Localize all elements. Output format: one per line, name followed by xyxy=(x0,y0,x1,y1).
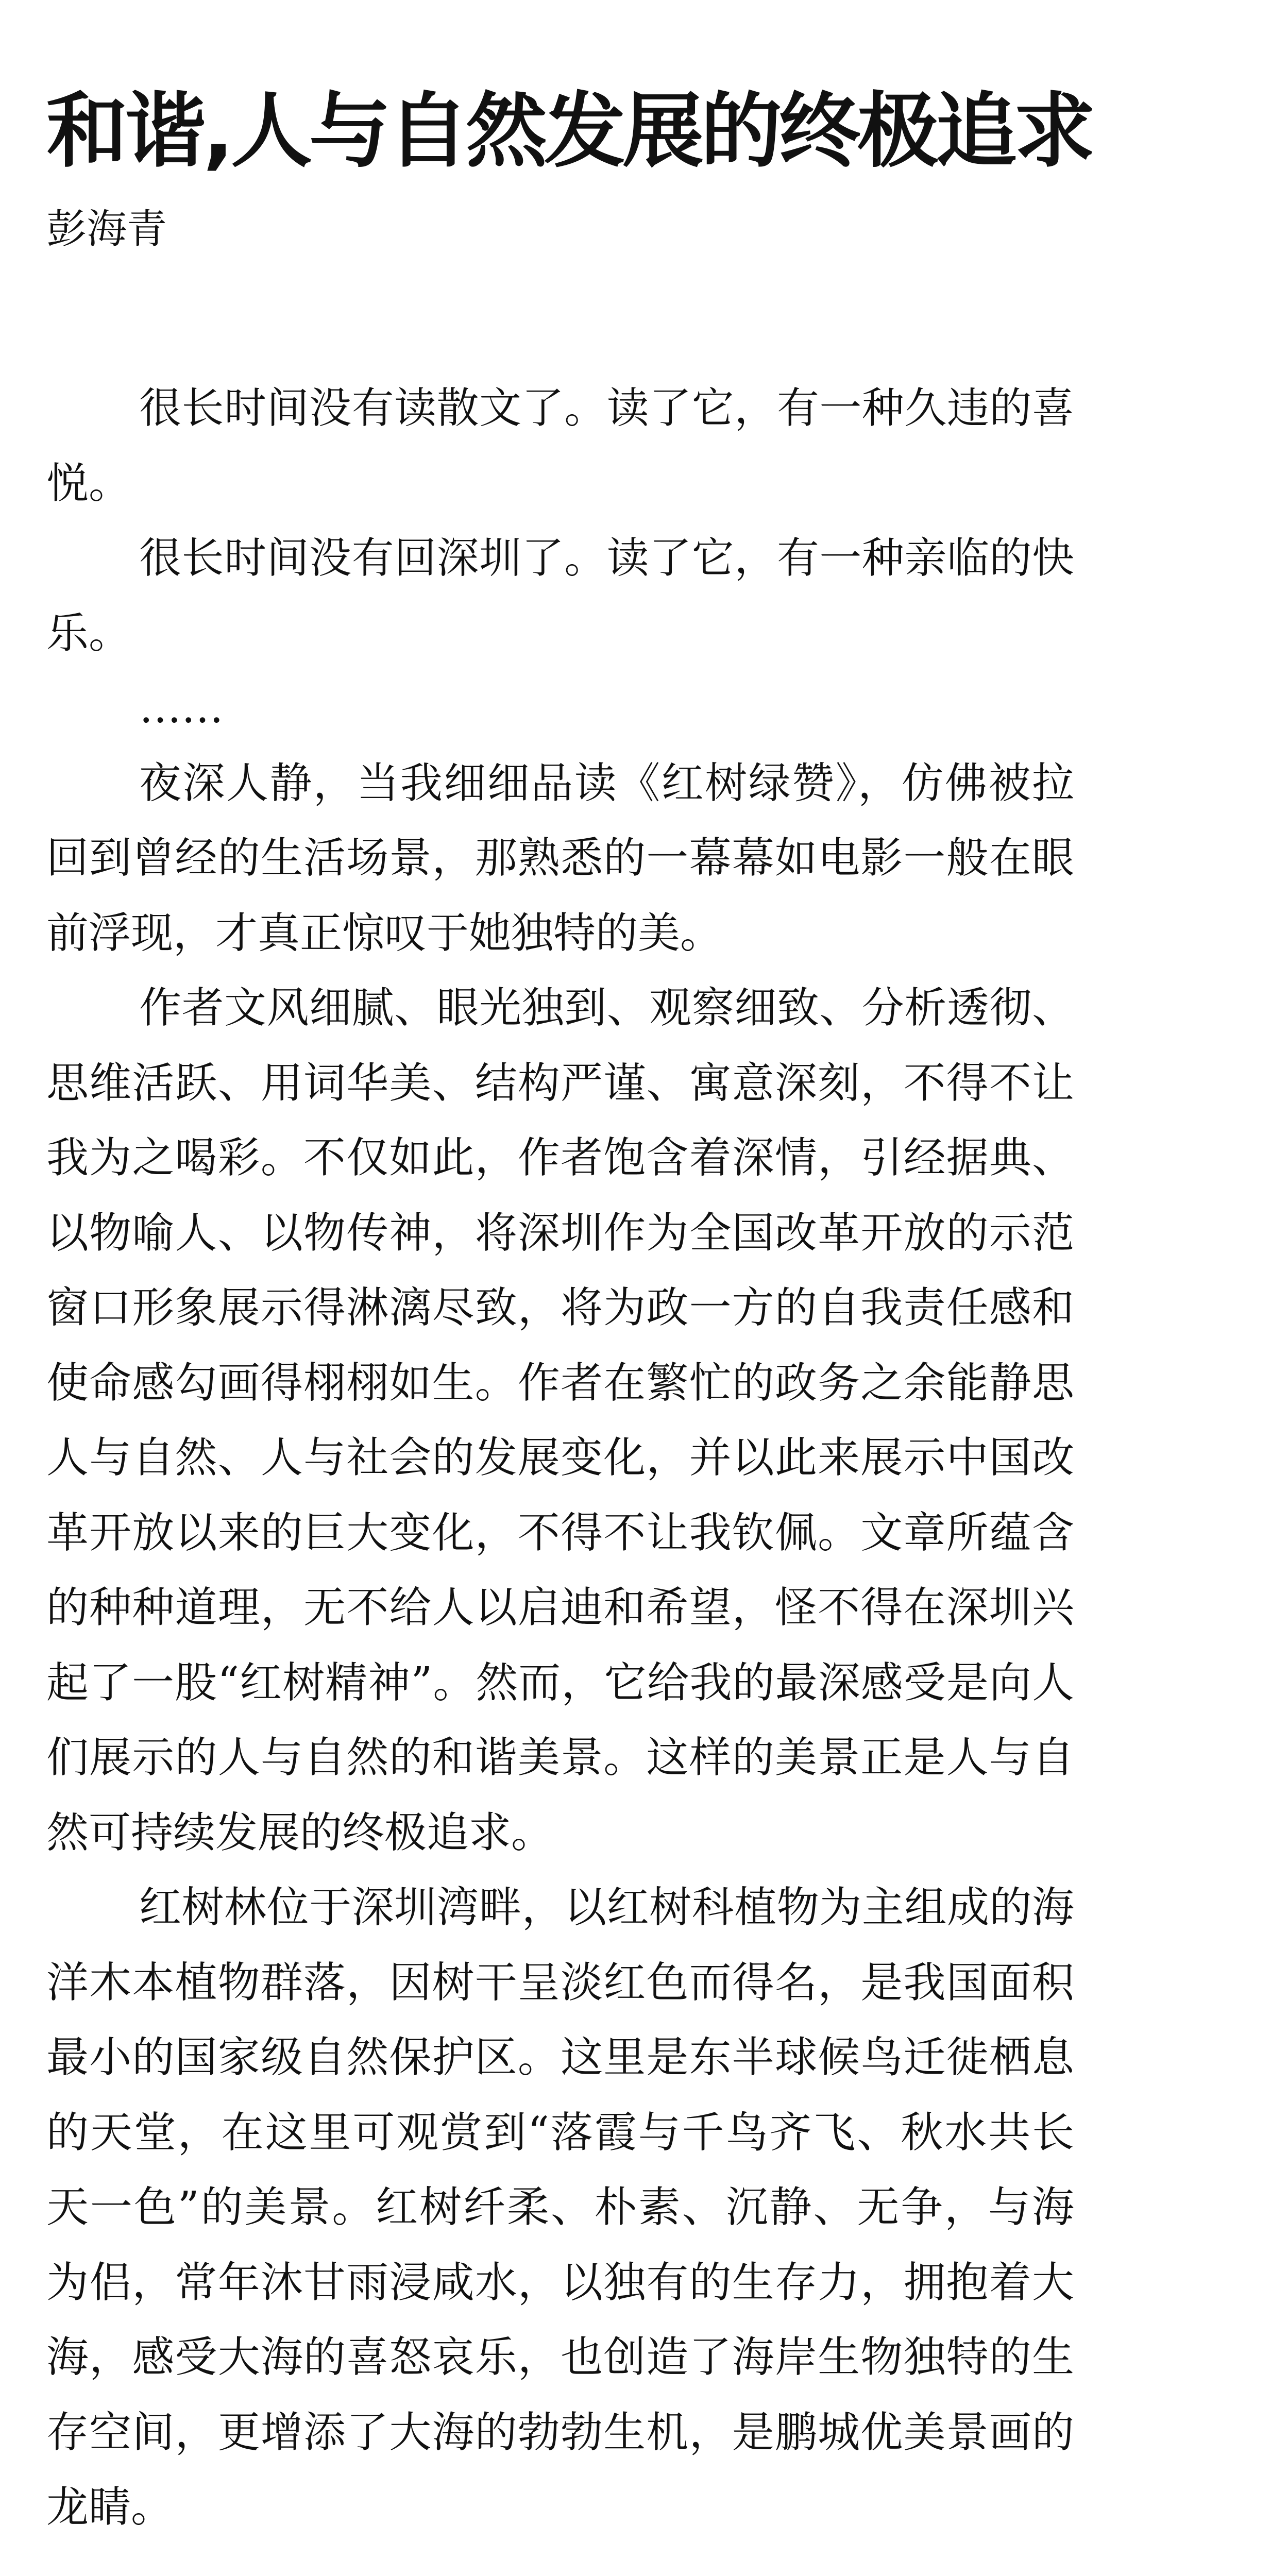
article-body xyxy=(46,371,1074,2545)
article-author: 彭海青 xyxy=(46,206,167,252)
body-paragraph: …… xyxy=(139,684,224,733)
page-number xyxy=(1149,2573,1168,2576)
body-paragraph: 红树林位于深圳湾畔，以红树科植物为主组成的海洋木本植物群落，因树干呈淡红色而得名，是我国面积最小的国家级自然保护区。这里是东半球候鸟迁徙栖息的天堂，在这里可观赏到“落霞与千鸟齐飞、秋水共长天一色”的美景。红树纤柔、朴素、沉静、无争，与海为侣，常年沐甘雨浸咸水，以独有的生存力，拥抱着大海，感受大海的喜怒哀乐，也创造了海岸生物独特的生存空间，更增添了大海的勃勃生机，是鹏城优美景画的龙睛。 xyxy=(46,1883,1074,2532)
article-title: 和谐,人与自然发展的终极追求 xyxy=(46,84,1093,179)
body-paragraph: 很长时间没有读散文了。读了它，有一种久违的喜悦。 xyxy=(46,384,1074,508)
body-paragraph: 很长时间没有回深圳了。读了它，有一种亲临的快乐。 xyxy=(46,534,1074,658)
body-paragraph: 夜深人静，当我细细品读《红树绿赞》，仿佛被拉回到曾经的生活场景，那熟悉的一幕幕如电影一般在眼前浮现，才真正惊叹于她独特的美。 xyxy=(46,758,1074,958)
body-paragraph: 作者文风细腻、眼光独到、观察细致、分析透彻、思维活跃、用词华美、结构严谨、寓意深刻，不得不让我为之喝彩。不仅如此，作者饱含着深情，引经据典、以物喻人、以物传神，将深圳作为全国改革开放的示范窗口形象展示得淋漓尽致，将为政一方的自我责任感和使命感勾画得栩栩如生。作者在繁忙的政务之余能静思人与自然、人与社会的发展变化，并以此来展示中国改革开放以来的巨大变化，不得不让我钦佩。文章所蕴含的种种道理，无不给人以启迪和希望，怪不得在深圳兴起了一股“红树精神”。然而，它给我的最深感受是向人们展示的人与自然的和谐美景。这样的美景正是人与自然可持续发展的终极追求。 xyxy=(46,984,1074,1857)
